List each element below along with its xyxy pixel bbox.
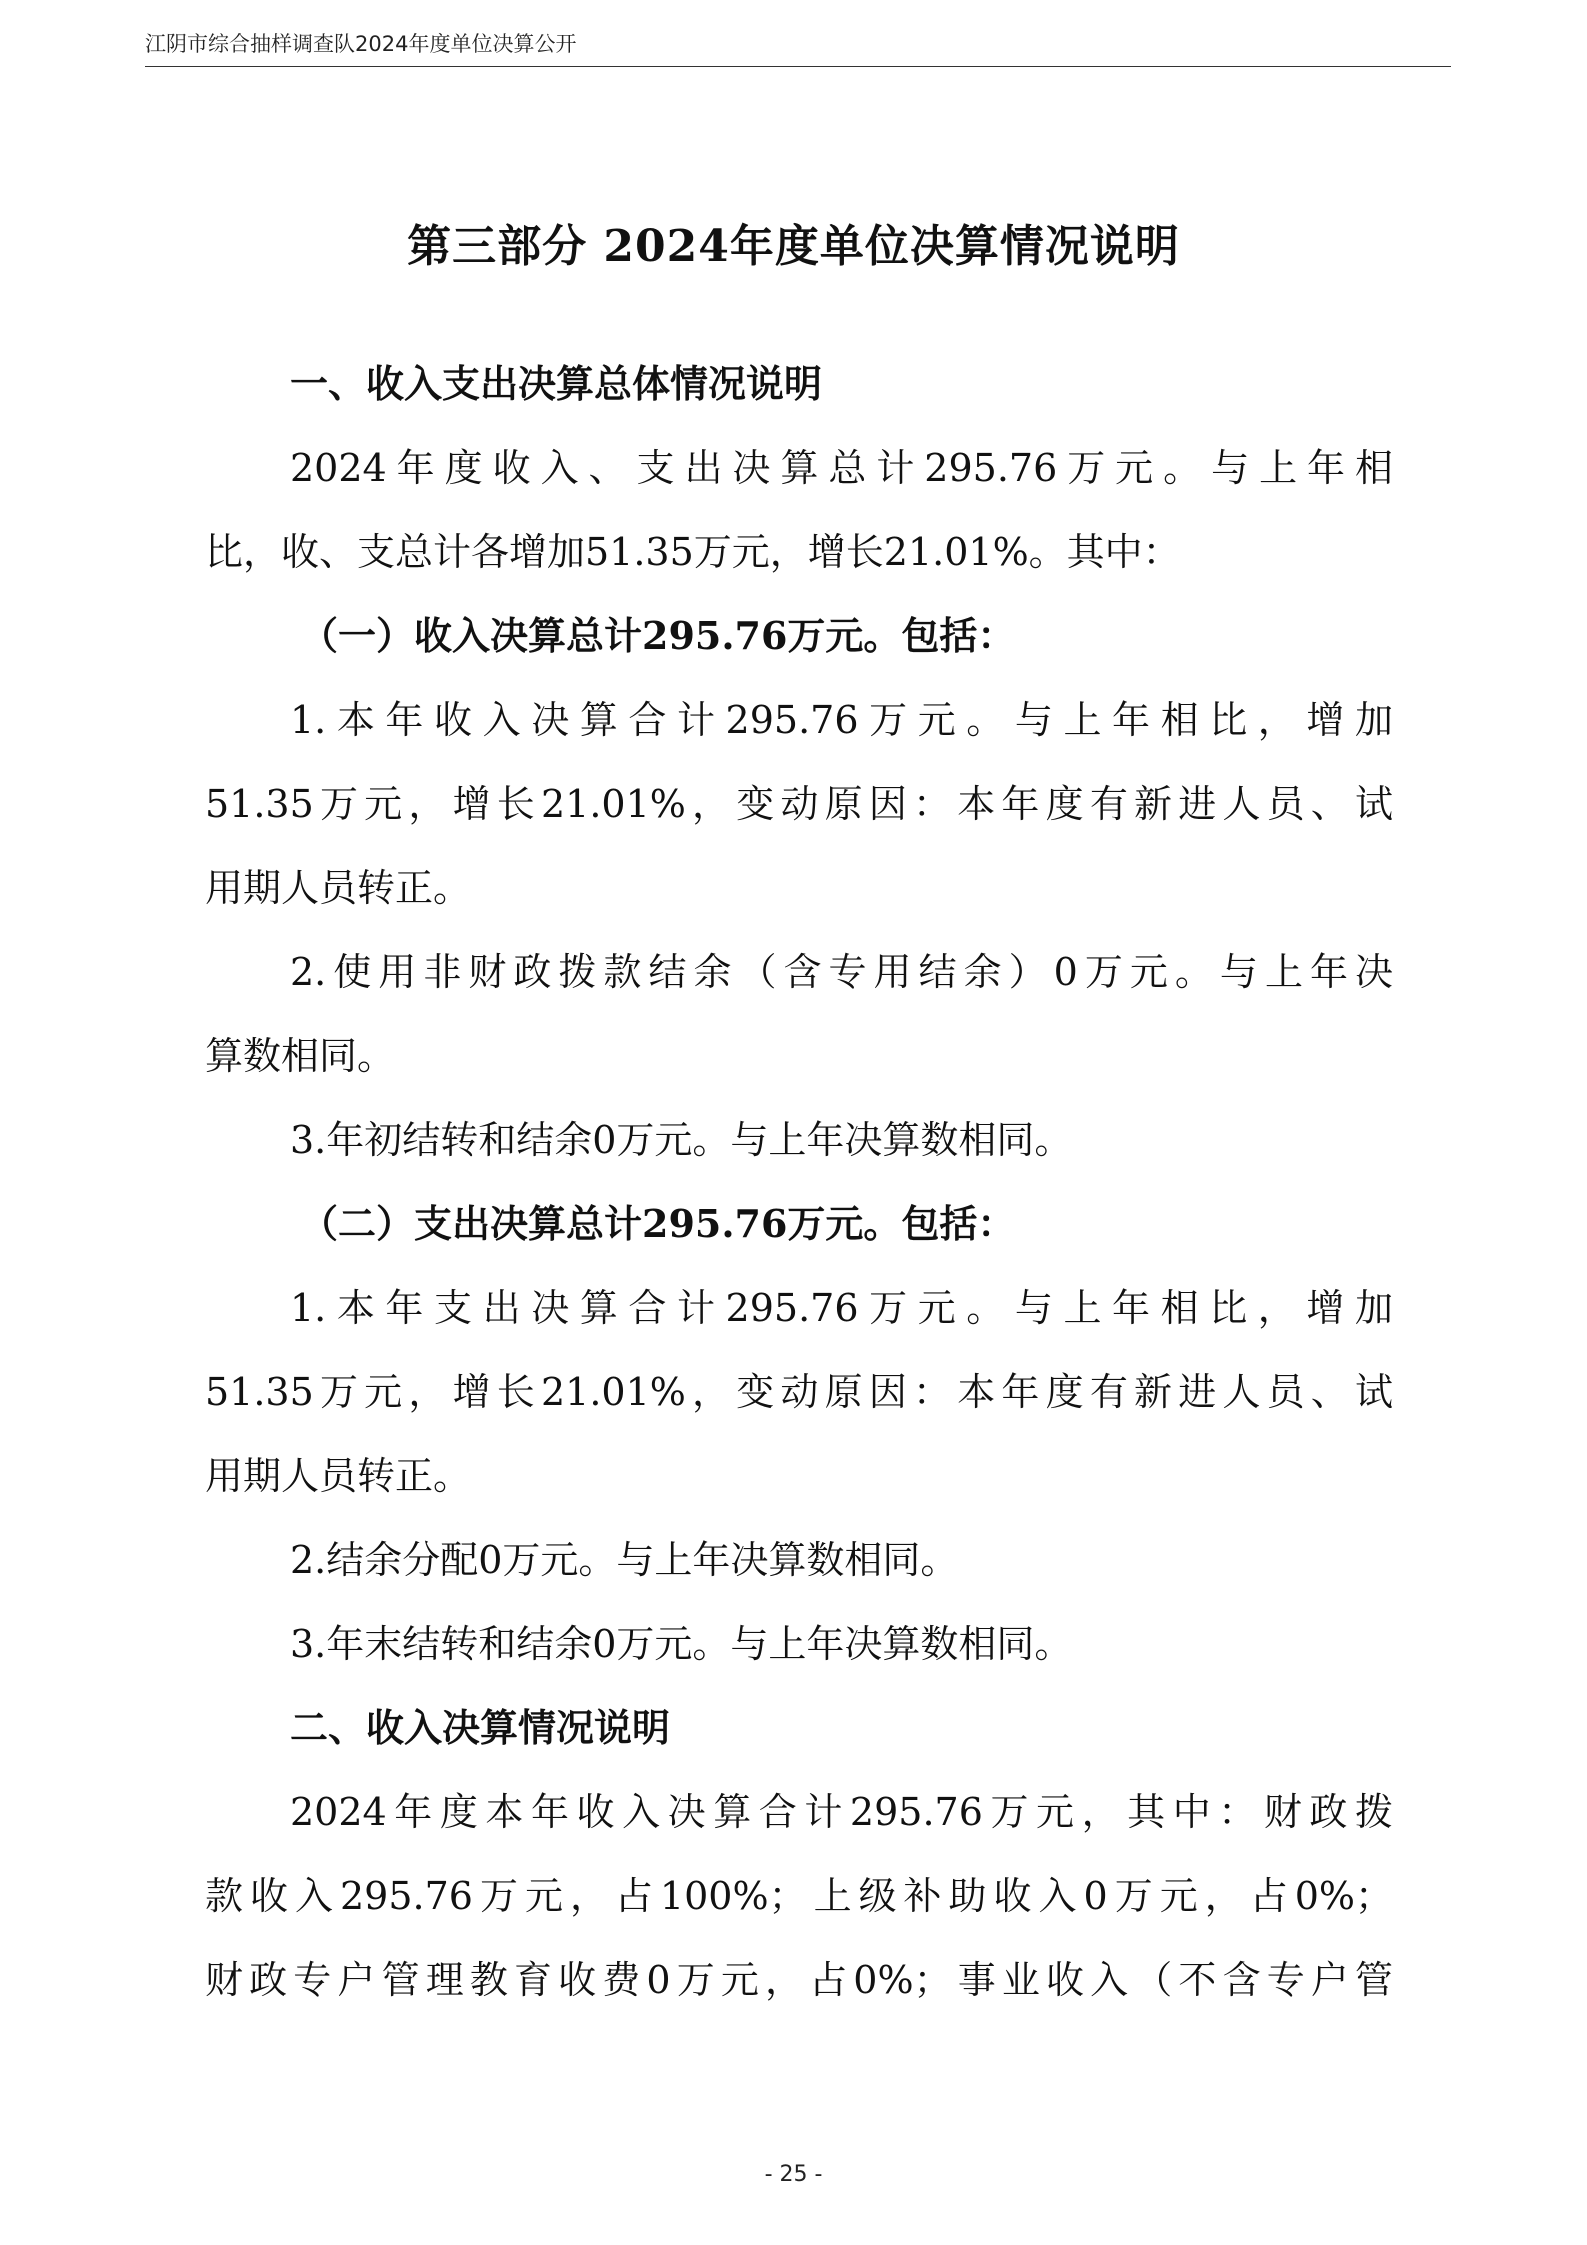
paragraph-line: 51.35万元，增长21.01%，变动原因：本年度有新进人员、试 [205, 782, 1393, 826]
subsection-heading-expenditure: （二）支出决算总计295.76万元。包括： [300, 1201, 1016, 1246]
section-heading-2: 二、收入决算情况说明 [290, 1705, 671, 1750]
subsection-heading-income: （一）收入决算总计295.76万元。包括： [300, 613, 1016, 658]
paragraph-line: 2024年度本年收入决算合计295.76万元，其中：财政拨 [290, 1790, 1393, 1834]
paragraph-line: 用期人员转正。 [205, 1454, 472, 1498]
paragraph-line: 2.结余分配0万元。与上年决算数相同。 [290, 1538, 959, 1582]
paragraph-line: 1.本年支出决算合计295.76万元。与上年相比，增加 [290, 1286, 1393, 1330]
paragraph-line: 比，收、支总计各增加51.35万元，增长21.01%。其中： [205, 530, 1181, 574]
page-header: 江阴市综合抽样调查队2024年度单位决算公开 [145, 32, 577, 56]
paragraph-line: 3.年末结转和结余0万元。与上年决算数相同。 [290, 1622, 1073, 1666]
paragraph-line: 算数相同。 [205, 1034, 396, 1078]
paragraph-line: 2.使用非财政拨款结余（含专用结余）0万元。与上年决 [290, 950, 1393, 994]
paragraph-line: 51.35万元，增长21.01%，变动原因：本年度有新进人员、试 [205, 1370, 1393, 1414]
header-divider [145, 66, 1451, 67]
paragraph-line: 财政专户管理教育收费0万元，占0%；事业收入（不含专户管 [205, 1958, 1393, 2002]
paragraph-line: 3.年初结转和结余0万元。与上年决算数相同。 [290, 1118, 1073, 1162]
page-number: - 25 - [764, 2162, 823, 2187]
document-title: 第三部分 2024年度单位决算情况说明 [407, 221, 1180, 272]
section-heading-1: 一、收入支出决算总体情况说明 [290, 361, 823, 406]
paragraph-line: 1.本年收入决算合计295.76万元。与上年相比，增加 [290, 698, 1393, 742]
paragraph-line: 用期人员转正。 [205, 866, 472, 910]
paragraph-line: 款收入295.76万元，占100%；上级补助收入0万元，占0%； [205, 1874, 1393, 1918]
paragraph-line: 2024年度收入、支出决算总计295.76万元。与上年相 [290, 446, 1393, 490]
